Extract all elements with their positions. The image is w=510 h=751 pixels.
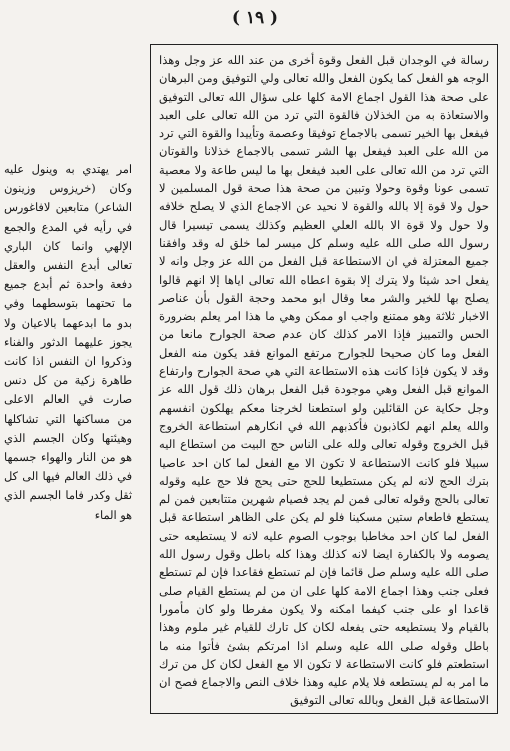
margin-note: امر يهتدي به وينول عليه وكان (خريزوس وزينون الشاعر) متابعين لافاغورس في رأيه في المدع والجمع الإلهي وانما كان الباري تعالى أبدع النفس والعقل دفعة واحدة ثم أبدع جميع ما تحتهما بتوسطهما وفي بدو ما ابدعهما بالاعيان ولا يجوز عليهما الدثور والفناء وذكروا ان النفس اذا كانت طاهرة زكية من كل دنس صارت في العالم الاعلى من مساكنها التي تشاكلها وهيئتها وكان الجسم الذي هو من النار والهواء جسمها في ذلك العالم فيها الى كل ثقل وكدر فاما الجسم الذي هو الماء <box>4 163 132 522</box>
page-number: ( ١٩ ) <box>231 8 279 28</box>
main-text: رسالة في الوجدان قبل الفعل وقوة أخرى من عند الله عز وجل وهذا الوجه هو الفعل كما يكون الفعل والله تعالى ولي التوفيق ومن البرهان على صحة هذا القول اجماع الامة كلها على سؤال الله تعالى التوفيق والاستعاذة به من الخذلان فالقوة التي ترد من الله تعالى على العبد فيفعل بها الخير تسمى بالاجماع توفيقا وعصمة وتأييدا والقوة التي ترد من الله على العبد فيفعل بها الشر تسمى بالاجماع خذلانا والقوتان التي ترد من الله تعالى على العبد فيفعل بها ما ليس طاعة ولا معصية تسمى عونا وقوة وحولا وتبين من صحة هذا صحة قول المسلمين لا حول ولا قوة إلا بالله والقوة لا نحيد عن الاجماع الذي لا يصلح خلافه ولا حول ولا قوة الا بالله العلي العظيم وكذلك يسمى تيسيرا قال رسول الله صلى الله عليه وسلم كل ميسر لما خلق له وقد وافقنا جميع المعتزلة في ان الاستطاعة قبل الفعل من الله عز وجل وانه لا يفعل احد شيئا ولا يترك إلا بقوة اعطاه الله تعالى اياها إلا انهم قالوا يصلح بها للخير والشر معا وقال ابو محمد وحجة القول بأن عناصر الاخبار ثلاثة وهو ممتنع واجب او ممكن وهي ما هذا امر يعلم بضرورة الحس والتمييز فإذا الامر كذلك كان عدم صحة الجوارح مانعا من الفعل وما كان صحيحا للجوارح مرتفع الموانع فقد يكون منه الفعل وقد لا يكون فإذا كانت هذه الاستطاعة التي هي صحة الجوارح وارتفاع الموانع قبل الفعل وهي موجودة قبل الفعل برهان ذلك قول الله عز وجل حكاية عن القائلين ولو استطعنا لخرجنا معكم يهلكون انفسهم والله يعلم انهم لكاذبون فأكذبهم الله في انكارهم استطاعة الخروج قبل الخروج وقوله تعالى ولله على الناس حج البيت من استطاع اليه سبيلا فلو كانت الاستطاعة لا تكون الا مع الفعل لما كان احد عاصيا بترك الحج لانه لم يكن مستطيعا للحج حتى يحج فلا حج عليه وقوله تعالى بالحج وقوله تعالى فمن لم يجد فصيام شهرين متتابعين فمن لم يستطع فاطعام ستين مسكينا فلو لم يكن على الظاهر استطاعة قبل الفعل لما كان احد مخاطبا بوجوب الصوم عليه لانه لا يستطيعه حتى يصومه ولا بالكفارة ايضا لانه كذلك وهذا كله باطل وقول رسول الله صلى الله عليه وسلم صل قائما فإن لم تستطع فقاعدا فإن لم تستطع فعلى جنب وهذا اجماع الامة كلها على ان من لم يستطع القيام صلى قاعدا او على جنب كيفما امكنه ولا يكون مفرطا ولو كان مأمورا بالقيام ولا يستطيعه حتى يفعله لكان كل تارك للقيام غير ملوم وهذا باطل وقوله صلى الله عليه وسلم اذا امرتكم بشئ فأتوا منه ما استطعتم فلو كانت الاستطاعة لا تكون الا مع الفعل لكان كل من ترك ما امر به لم يستطعه فلا يلام عليه وهذا خلاف النص والاجماع فصح ان الاستطاعة قبل الفعل وبالله تعالى التوفيق <box>159 53 489 708</box>
main-text-frame <box>150 44 498 714</box>
